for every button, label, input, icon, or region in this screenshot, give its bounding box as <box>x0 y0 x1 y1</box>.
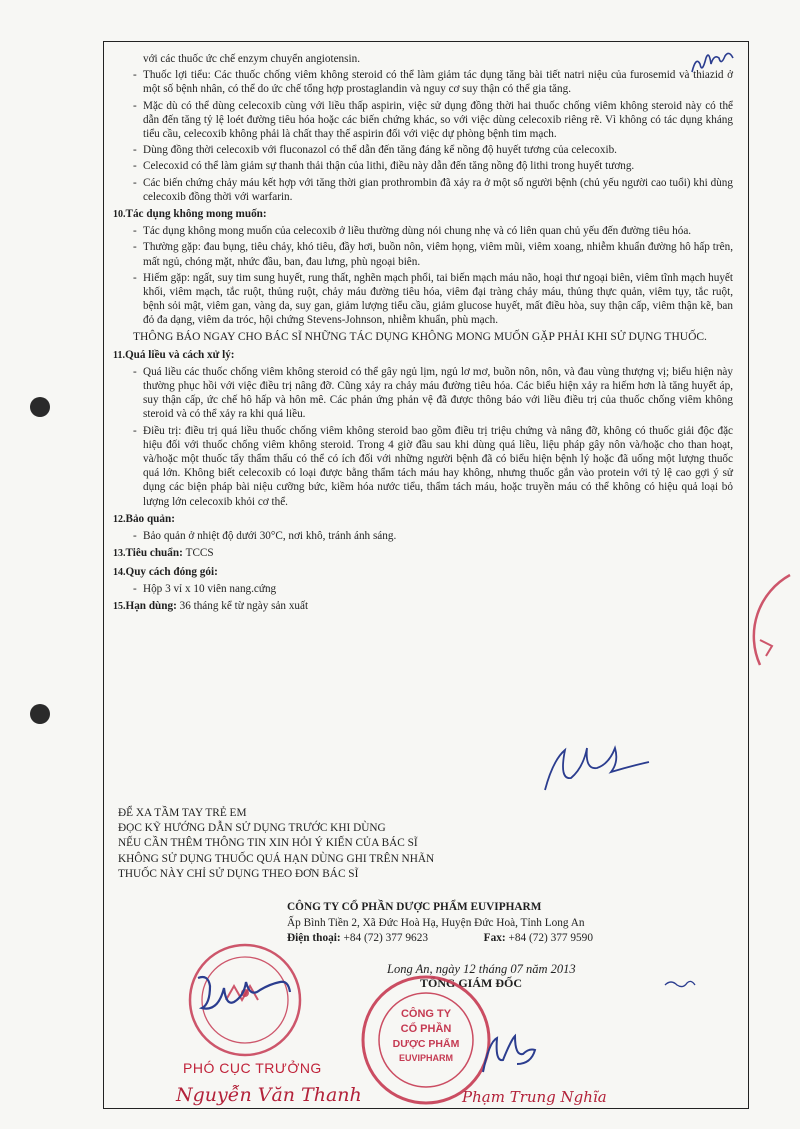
company-seal-icon <box>363 977 489 1103</box>
section-heading-14: 14.Quy cách đóng gói: <box>113 565 218 578</box>
interaction-item: - Các biến chứng chảy máu kết hợp với tăng thời gian prothrombin đã xảy ra ở một số người bệnh (chủ yếu người cao tuổi) khi dùng celecoxib đồng thời với warfarin. <box>133 176 733 204</box>
svg-text:CÔNG TY: CÔNG TY <box>400 1008 452 1020</box>
adverse-item: - Thường gặp: đau bụng, tiêu chảy, khó tiêu, đầy hơi, buồn nôn, viêm họng, viêm mũi, viêm xoang, nhiễm khuẩn đường hô hấp trên, mất ngủ, chóng mặt, nhức đầu, ban, đau lưng, phù ngoại biên. <box>133 240 733 268</box>
partial-seal-icon <box>754 575 790 665</box>
warning-line: ĐỂ XA TẦM TAY TRẺ EM <box>118 807 247 819</box>
section-heading-13: 13.Tiêu chuẩn: TCCS <box>113 547 214 560</box>
initials-signature-icon <box>692 53 733 72</box>
signer-name-right: Phạm Trung Nghĩa <box>462 1088 607 1106</box>
company-contact: Điện thoại: +84 (72) 377 9623 Fax: +84 (72) 377 9590 <box>287 932 593 944</box>
warning-line: ĐỌC KỸ HƯỚNG DẪN SỬ DỤNG TRƯỚC KHI DÙNG <box>118 822 386 835</box>
ministry-seal-icon <box>190 945 300 1055</box>
warning-line: NẾU CẦN THÊM THÔNG TIN XIN HỎI Ý KIẾN CỦA BÁC SĨ <box>118 837 418 850</box>
section-heading-11: 11.Quá liều và cách xử lý: <box>113 348 235 361</box>
warning-line: THUỐC NÀY CHỈ SỬ DỤNG THEO ĐƠN BÁC SĨ <box>118 867 359 880</box>
signature-small-icon <box>665 981 695 986</box>
date-line: Long An, ngày 12 tháng 07 năm 2013 <box>387 962 576 976</box>
adverse-item: - Tác dụng không mong muốn của celecoxib ở liều thường dùng nói chung nhẹ và có liên quan chủ yếu đến đường tiêu hóa. <box>133 224 733 238</box>
warning-line: KHÔNG SỬ DỤNG THUỐC QUÁ HẠN DÙNG GHI TRÊN NHÃN <box>118 852 435 865</box>
signer-name-left: Nguyễn Văn Thanh <box>176 1084 362 1106</box>
interaction-item: - Mặc dù có thể dùng celecoxib cùng với liều thấp aspirin, việc sử dụng đồng thời hai thuốc chống viêm không steroid này có thể dẫn đến tăng tỷ lệ loét đường tiêu hóa hoặc các biến chứng khác, so với việc dùng celecoxib riêng rẽ. Vì không có tác dụng kháng tiểu cầu, celecoxib không phải là chất thay thế aspirin đối với việc dự phòng bệnh tim mạch. <box>133 99 733 142</box>
svg-text:DƯỢC PHẨM: DƯỢC PHẨM <box>392 1038 460 1050</box>
storage-item: - Bảo quản ở nhiệt độ dưới 30°C, nơi khô, tránh ánh sáng. <box>133 529 733 543</box>
signature-icon <box>483 1036 535 1072</box>
signature-icon <box>545 748 649 790</box>
svg-text:CỔ PHẦN: CỔ PHẦN <box>400 1023 452 1035</box>
director-title: TỔNG GIÁM ĐỐC <box>420 976 522 990</box>
deputy-director-title: PHÓ CỤC TRƯỞNG <box>183 1060 322 1076</box>
section-heading-10: 10.Tác dụng không mong muốn: <box>113 208 267 221</box>
paragraph: với các thuốc ức chế enzym chuyển angiotensin. <box>143 53 361 65</box>
section-heading-12: 12.Bảo quản: <box>113 512 175 525</box>
company-address: Ấp Bình Tiền 2, Xã Đức Hoà Hạ, Huyện Đức Hoà, Tỉnh Long An <box>287 916 585 929</box>
adverse-item: - Hiếm gặp: ngất, suy tim sung huyết, rung thất, nghẽn mạch phổi, tai biến mạch máu não, hoại thư ngoại biên, viêm tĩnh mạch huyết khối, viêm mạch, tắc ruột, thủng ruột, chảy máu đường tiêu hóa, viêm đại tràng chảy máu, thủng thực quản, viêm tụy, tắc ruột, bệnh sỏi mật, viêm gan, vàng da, suy gan, giảm lượng tiểu cầu, giảm glucose huyết, mất điều hòa, suy thận cấp, viêm thận kẽ, ban đỏ đa dạng, viêm da tróc, hội chứng Stevens-Johnson, nhiễm khuẩn, phù mạch. <box>133 271 733 328</box>
overdose-item: - Quá liều các thuốc chống viêm không steroid có thể gây ngủ lịm, ngủ lơ mơ, buồn nôn, nôn, và đau vùng thượng vị; biểu hiện này thường phục hồi với việc điều trị nâng đỡ. Cũng xảy ra chảy máu đường tiêu hóa. Các biểu hiện xảy ra hiếm hơn là tăng huyết áp, suy thận cấp, ức chế hô hấp và hôn mê. Các phản ứng phản vệ đã được thông báo với liều điều trị của thuốc chống viêm không steroid và có thể xảy ra khi quá liều. <box>133 365 733 422</box>
packaging-item: - Hộp 3 vỉ x 10 viên nang.cứng <box>133 582 733 596</box>
section-heading-15: 15.Hạn dùng: 36 tháng kể từ ngày sản xuất <box>113 599 309 612</box>
interaction-item: - Celecoxid có thể làm giảm sự thanh thải thận của lithi, điều này dẫn đến tăng nồng độ lithi trong huyết tương. <box>133 159 733 173</box>
overdose-item: - Điều trị: điều trị quá liều thuốc chống viêm không steroid bao gồm điều trị triệu chứng và nâng đỡ, không có thuốc giải độc đặc hiệu đối với thuốc chống viêm không steroid. Trong 4 giờ đầu sau khi dùng quá liều, liệu pháp gây nôn và/hoặc cho than hoạt, và/hoặc một thuốc tẩy thẩm thấu có thể có ích đối với những người bệnh đã có biểu hiện bệnh lý hoặc đã uống một lượng thuốc quá lớn. Không biết celecoxib có loại được bằng thẩm tách máu hay không, nhưng thuốc gắn vào protein với tỷ lệ cao gợi ý sử dụng các biện pháp bài niệu cưỡng bức, kiềm hóa nước tiểu, thẩm tách máu, hoặc truyền máu có thể không có hiệu quả loại bỏ lượng lớn celecoxib khỏi cơ thể. <box>133 424 733 509</box>
interaction-item: - Thuốc lợi tiểu: Các thuốc chống viêm không steroid có thể làm giảm tác dụng tăng bài tiết natri niệu của furosemid và thiazid ở một số bệnh nhân, có thể do ức chế tổng hợp prostaglandin và nguy cơ suy thận có thể gia tăng. <box>133 68 733 96</box>
interaction-item: - Dùng đồng thời celecoxib với fluconazol có thể dẫn đến tăng đáng kể nồng độ huyết tương của celecoxib. <box>133 143 733 157</box>
adverse-notice: THÔNG BÁO NGAY CHO BÁC SĨ NHỮNG TÁC DỤNG KHÔNG MONG MUỐN GẶP PHẢI KHI SỬ DỤNG THUỐC. <box>133 330 707 343</box>
company-name: CÔNG TY CỔ PHẦN DƯỢC PHẨM EUVIPHARM <box>287 901 542 913</box>
svg-text:EUVIPHARM: EUVIPHARM <box>398 1053 454 1063</box>
